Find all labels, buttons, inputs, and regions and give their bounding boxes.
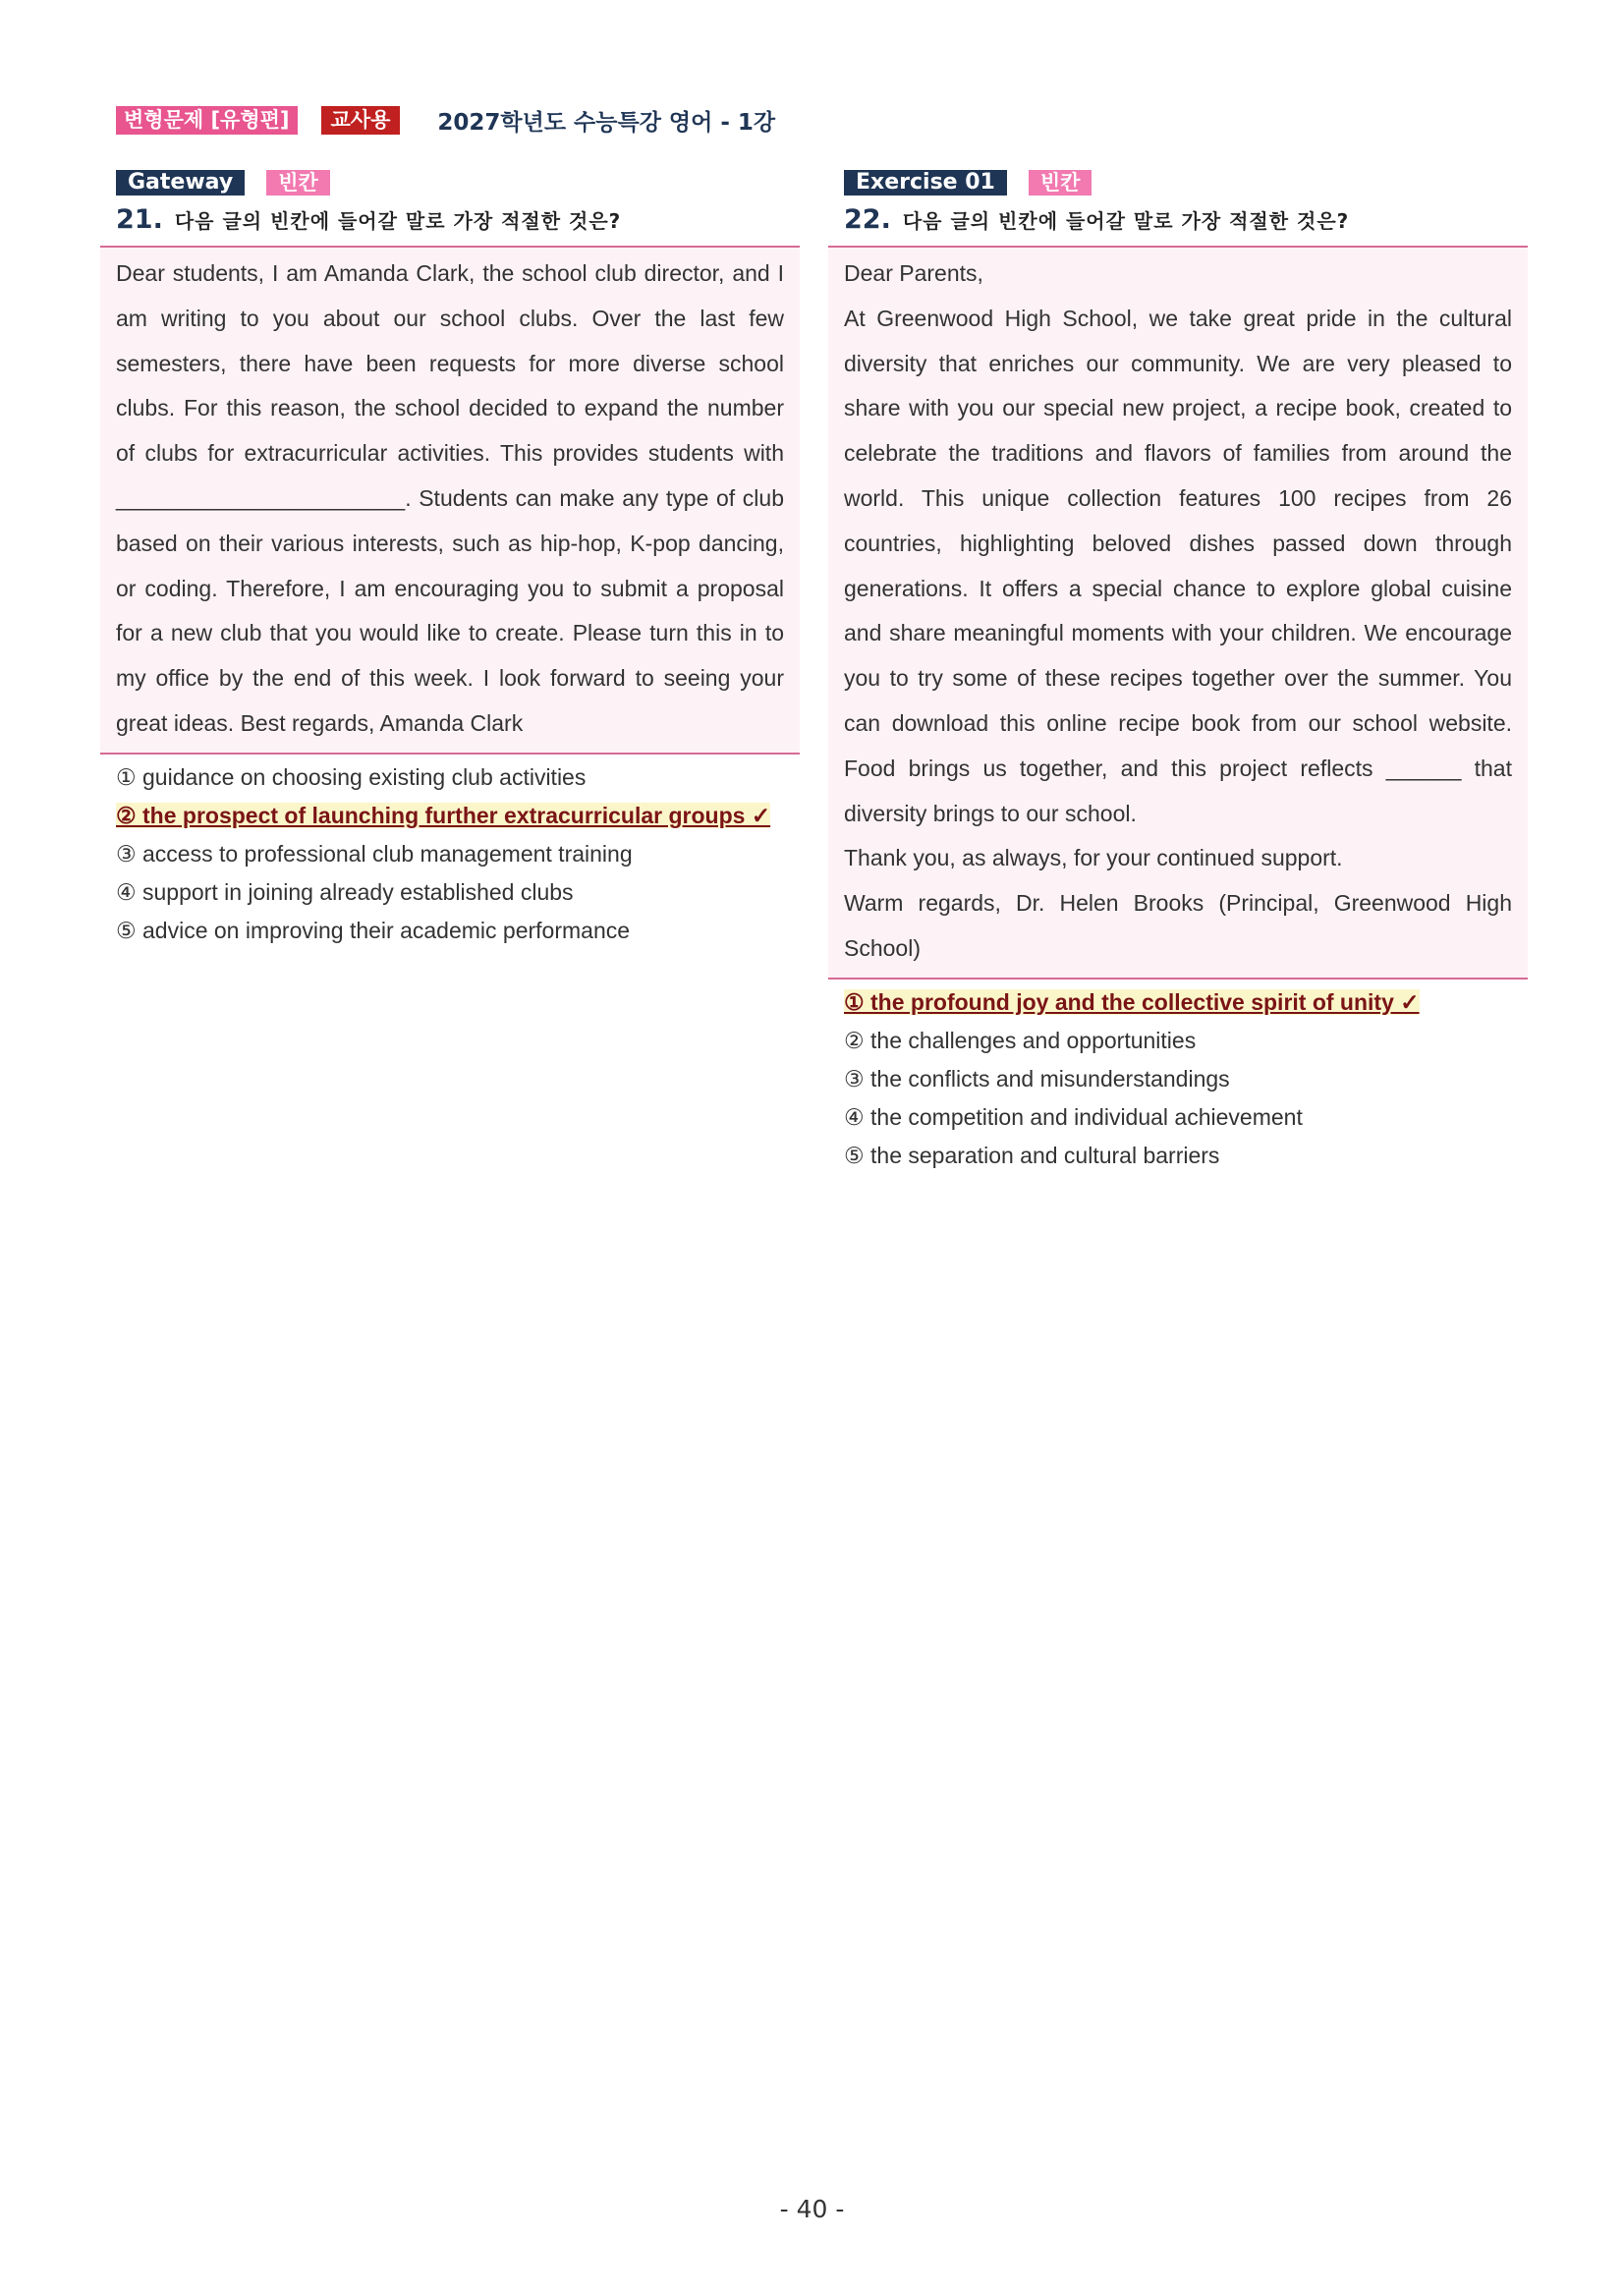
question-number: 21. [116,204,163,235]
question-number: 22. [844,204,891,235]
option-text: ⑤ advice on improving their academic performance [116,917,631,943]
page-number: - 40 - [779,2195,845,2223]
answer-option[interactable] [116,835,800,873]
option-text: ① guidance on choosing existing club activities [116,763,587,790]
answer-option[interactable] [116,912,800,950]
gateway-column [100,169,800,950]
teacher-edition-tag: 교사용 [321,106,401,135]
answer-options [828,983,1528,1175]
question-labels [828,169,1528,196]
question-heading [100,204,800,238]
option-text: ② the prospect of launching further extracurricular groups ✓ [116,802,771,828]
question-heading [828,204,1528,238]
variant-problem-tag: 변형문제 [유형편] [116,106,298,135]
option-text: ④ support in joining already established clubs [116,878,574,905]
passage-signature: Warm regards, Dr. Helen Brooks (Principal, Greenwood High School) [844,890,1512,961]
answer-options [100,758,800,950]
option-text: ② the challenges and opportunities [844,1027,1197,1053]
reading-passage [828,246,1528,980]
passage-closing: Thank you, as always, for your continued support. [844,845,1343,871]
question-type-tag: 빈칸 [1029,170,1092,196]
answer-option[interactable] [844,1060,1528,1098]
answer-option[interactable] [116,873,800,912]
gateway-label: Gateway [116,170,245,196]
option-text: ③ the conflicts and misunderstandings [844,1065,1230,1092]
correct-answer-option[interactable] [844,983,1528,1022]
page-header [116,104,775,136]
question-type-tag: 빈칸 [266,170,330,196]
passage-salutation: Dear Parents, [844,260,983,286]
answer-option[interactable] [844,1022,1528,1060]
reading-passage [100,246,800,755]
option-text: ⑤ the separation and cultural barriers [844,1142,1220,1168]
option-text: ④ the competition and individual achievement [844,1103,1303,1130]
question-labels [100,169,800,196]
answer-option[interactable] [844,1098,1528,1137]
answer-option[interactable] [116,758,800,797]
exercise-label: Exercise 01 [844,170,1007,196]
page-title: 2027학년도 수능특강 영어 - 1강 [437,109,776,136]
option-text: ① the profound joy and the collective spirit of unity ✓ [844,988,1420,1015]
question-prompt: 다음 글의 빈칸에 들어갈 말로 가장 적절한 것은? [174,209,622,233]
correct-answer-option[interactable] [116,797,800,835]
passage-text: At Greenwood High School, we take great pride in the cultural diversity that enriches our community. We are very pleased to share with you our special new project, a recipe book, created to celebrate the traditions and flavors of families from around the world. This unique collection features 100 recipes from 26 countries, highlighting beloved dishes passed down through generations. It offers a special chance to explore global cuisine and share meaningful moments with your children. We encourage you to try some of these recipes together over the summer. You can download this online recipe book from our school website. Food brings us together, and this project reflects ______ that diversity brings to our school. [844,305,1512,826]
passage-text: Dear students, I am Amanda Clark, the school club director, and I am writing to you about our school clubs. Over the last few semesters, there have been requests for more diverse school clubs. For this reason, the school decided to expand the number of clubs for extracurricular activities. This provides students with _______________________. Students can make any type of club based on their various interests, such as hip-hop, K-pop dancing, or coding. Therefore, I am encouraging you to submit a proposal for a new club that you would like to create. Please turn this in to my office by the end of this week. I look forward to seeing your great ideas. Best regards, Amanda Clark [116,260,784,736]
option-text: ③ access to professional club management training [116,840,633,867]
answer-option[interactable] [844,1137,1528,1175]
question-prompt: 다음 글의 빈칸에 들어갈 말로 가장 적절한 것은? [902,209,1350,233]
exercise-column [828,169,1528,1175]
